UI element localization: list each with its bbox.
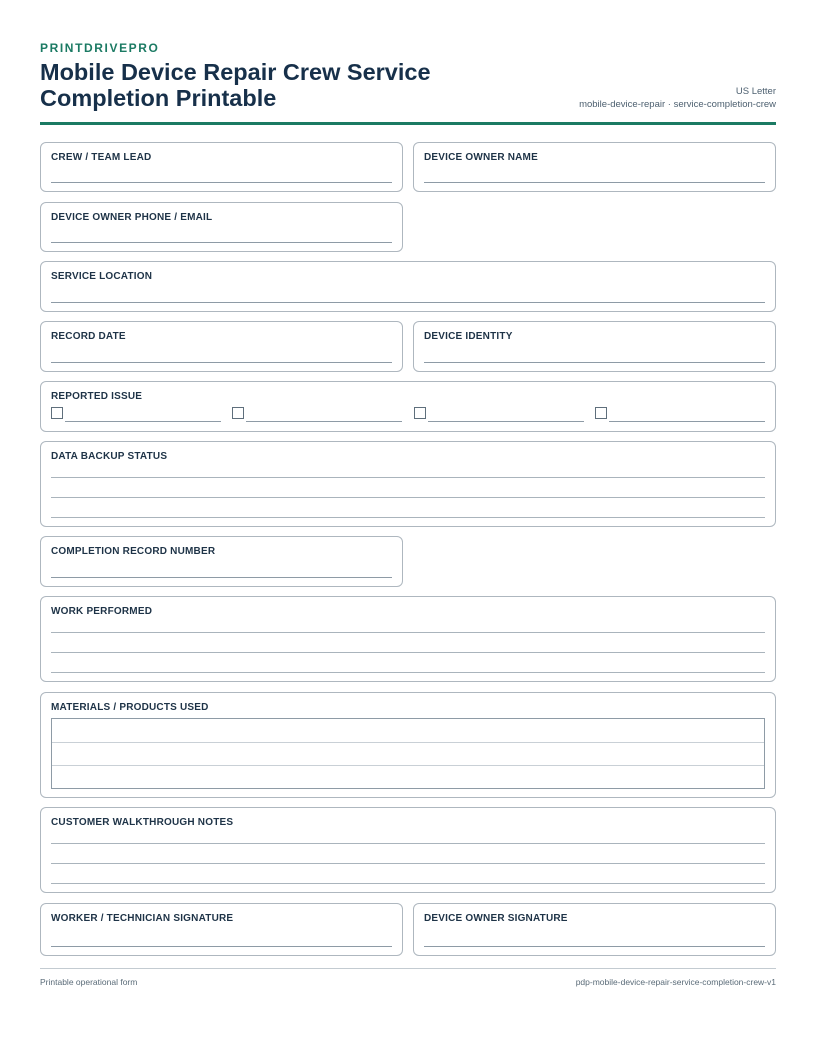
write-line (51, 517, 765, 518)
device-owner-signature-field[interactable] (413, 903, 776, 956)
device-owner-contact-field[interactable] (40, 202, 403, 252)
write-line (51, 863, 765, 864)
signature-line (424, 946, 765, 947)
write-line (51, 302, 765, 303)
work-performed-field[interactable] (40, 596, 776, 682)
form-slug: mobile-device-repair · service-completion-crew (579, 99, 776, 110)
field-label: DATA BACKUP STATUS (51, 451, 168, 462)
field-label: MATERIALS / PRODUCTS USED (51, 702, 209, 713)
field-label: SERVICE LOCATION (51, 271, 153, 282)
data-backup-status-field[interactable] (40, 441, 776, 527)
footer-rule (40, 968, 776, 969)
device-identity-field[interactable] (413, 321, 776, 372)
write-line (424, 182, 765, 183)
footer-right-text: pdp-mobile-device-repair-service-completion-crew-v1 (575, 977, 776, 987)
write-line (424, 362, 765, 363)
write-line (51, 652, 765, 653)
field-label: COMPLETION RECORD NUMBER (51, 546, 216, 557)
field-label: CREW / TEAM LEAD (51, 152, 152, 163)
customer-walkthrough-notes-field[interactable] (40, 807, 776, 893)
field-label: DEVICE OWNER NAME (424, 152, 538, 163)
write-line (51, 672, 765, 673)
paper-size: US Letter (735, 86, 776, 97)
service-location-field[interactable] (40, 261, 776, 312)
issue-checkbox-2[interactable] (232, 407, 244, 419)
brand-name: PRINTDRIVEPRO (40, 41, 160, 55)
header-rule (40, 122, 776, 125)
field-label: WORK PERFORMED (51, 606, 153, 617)
field-label: CUSTOMER WALKTHROUGH NOTES (51, 817, 234, 828)
issue-checkbox-3[interactable] (414, 407, 426, 419)
signature-line (51, 946, 392, 947)
issue-line-2[interactable] (246, 421, 402, 422)
issue-line-1[interactable] (65, 421, 221, 422)
write-line (51, 843, 765, 844)
write-line (51, 182, 392, 183)
record-date-field[interactable] (40, 321, 403, 372)
worker-signature-field[interactable] (40, 903, 403, 956)
field-label: DEVICE OWNER PHONE / EMAIL (51, 212, 213, 223)
issue-checkbox-1[interactable] (51, 407, 63, 419)
field-label: RECORD DATE (51, 331, 126, 342)
write-line (51, 362, 392, 363)
reported-issue-field (40, 381, 776, 432)
issue-checkbox-4[interactable] (595, 407, 607, 419)
table-row-divider (52, 742, 764, 743)
write-line (51, 477, 765, 478)
write-line (51, 242, 392, 243)
page-meta (579, 85, 776, 111)
field-label: WORKER / TECHNICIAN SIGNATURE (51, 913, 234, 924)
field-label: DEVICE OWNER SIGNATURE (424, 913, 568, 924)
completion-record-number-field[interactable] (40, 536, 403, 587)
write-line (51, 497, 765, 498)
table-row-divider (52, 765, 764, 766)
materials-products-used-field (40, 692, 776, 798)
device-owner-name-field[interactable] (413, 142, 776, 192)
write-line (51, 632, 765, 633)
write-line (51, 577, 392, 578)
write-line (51, 883, 765, 884)
materials-table[interactable] (51, 718, 765, 789)
field-label: DEVICE IDENTITY (424, 331, 513, 342)
issue-line-4[interactable] (609, 421, 765, 422)
issue-line-3[interactable] (428, 421, 584, 422)
crew-team-lead-field[interactable] (40, 142, 403, 192)
field-label: REPORTED ISSUE (51, 391, 143, 402)
footer-left-text: Printable operational form (40, 977, 138, 987)
page-title: Mobile Device Repair Crew Service Completion Printable (40, 59, 431, 111)
